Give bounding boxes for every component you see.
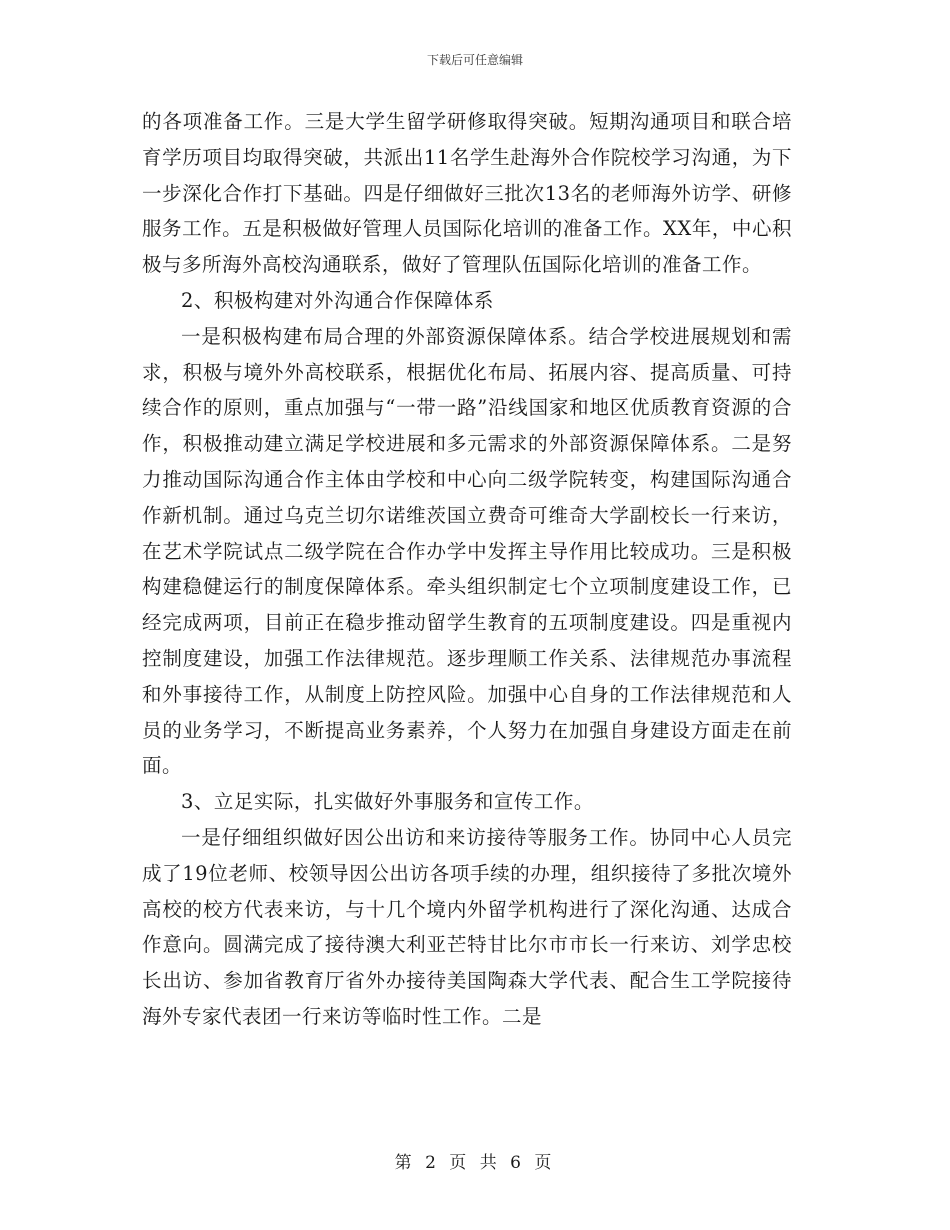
paragraph-2: 一是积极构建布局合理的外部资源保障体系。结合学校进展规划和需求，积极与境外外高校联系，根据优化布局、拓展内容、提高质量、可持续合作的原则，重点加强与“一带一路”沿线国家和地区优质教育资源的合作，积极推动建立满足学校进展和多元需求的外部资源保障体系。二是努力推动国际沟通合作主体由学校和中心向二级学院转变，构建国际沟通合作新机制。通过乌克兰切尔诺维茨国立费奇可维奇大学副校长一行来访，在艺术学院试点二级学院在合作办学中发挥主导作用比较成功。三是积极构建稳健运行的制度保障体系。牵头组织制定七个立项制度建设工作，已经完成两项，目前正在稳步推动留学生教育的五项制度建设。四是重视内控制度建设，加强工作法律规范。逐步理顺工作关系、法律规范办事流程和外事接待工作，从制度上防控风险。加强中心自身的工作法律规范和人员的业务学习，不断提高业务素养，个人努力在加强自身建设方面走在前面。 bbox=[142, 324, 792, 778]
section-heading-2: 2、积极构建对外沟通合作保障体系 bbox=[181, 288, 494, 312]
page-header: 下载后可任意编辑 bbox=[426, 53, 523, 67]
paragraph-3: 一是仔细组织做好因公出访和来访接待等服务工作。协同中心人员完成了19位老师、校领导因公出访各项手续的办理，组织接待了多批次境外高校的校方代表来访，与十几个境内外留学机构进行了深化沟通、达成合作意向。圆满完成了接待澳大利亚芒特甘比尔市市长一行来访、刘学忠校长出访、参加省教育厅省外办接待美国陶森大学代表、配合生工学院接待海外专家代表团一行来访等临时性工作。二是 bbox=[142, 825, 792, 1028]
paragraph-1: 的各项准备工作。三是大学生留学研修取得突破。短期沟通项目和联合培育学历项目均取得突破，共派出11名学生赴海外合作院校学习沟通，为下一步深化合作打下基础。四是仔细做好三批次13名的老师海外访学、研修服务工作。五是积极做好管理人员国际化培训的准备工作。XX年，中心积极与多所海外高校沟通联系，做好了管理队伍国际化培训的准备工作。 bbox=[142, 110, 792, 277]
section-heading-3: 3、立足实际，扎实做好外事服务和宣传工作。 bbox=[181, 790, 594, 814]
body-text bbox=[142, 104, 792, 1035]
page-number-footer: 第 2 页 共 6 页 bbox=[394, 1153, 556, 1173]
